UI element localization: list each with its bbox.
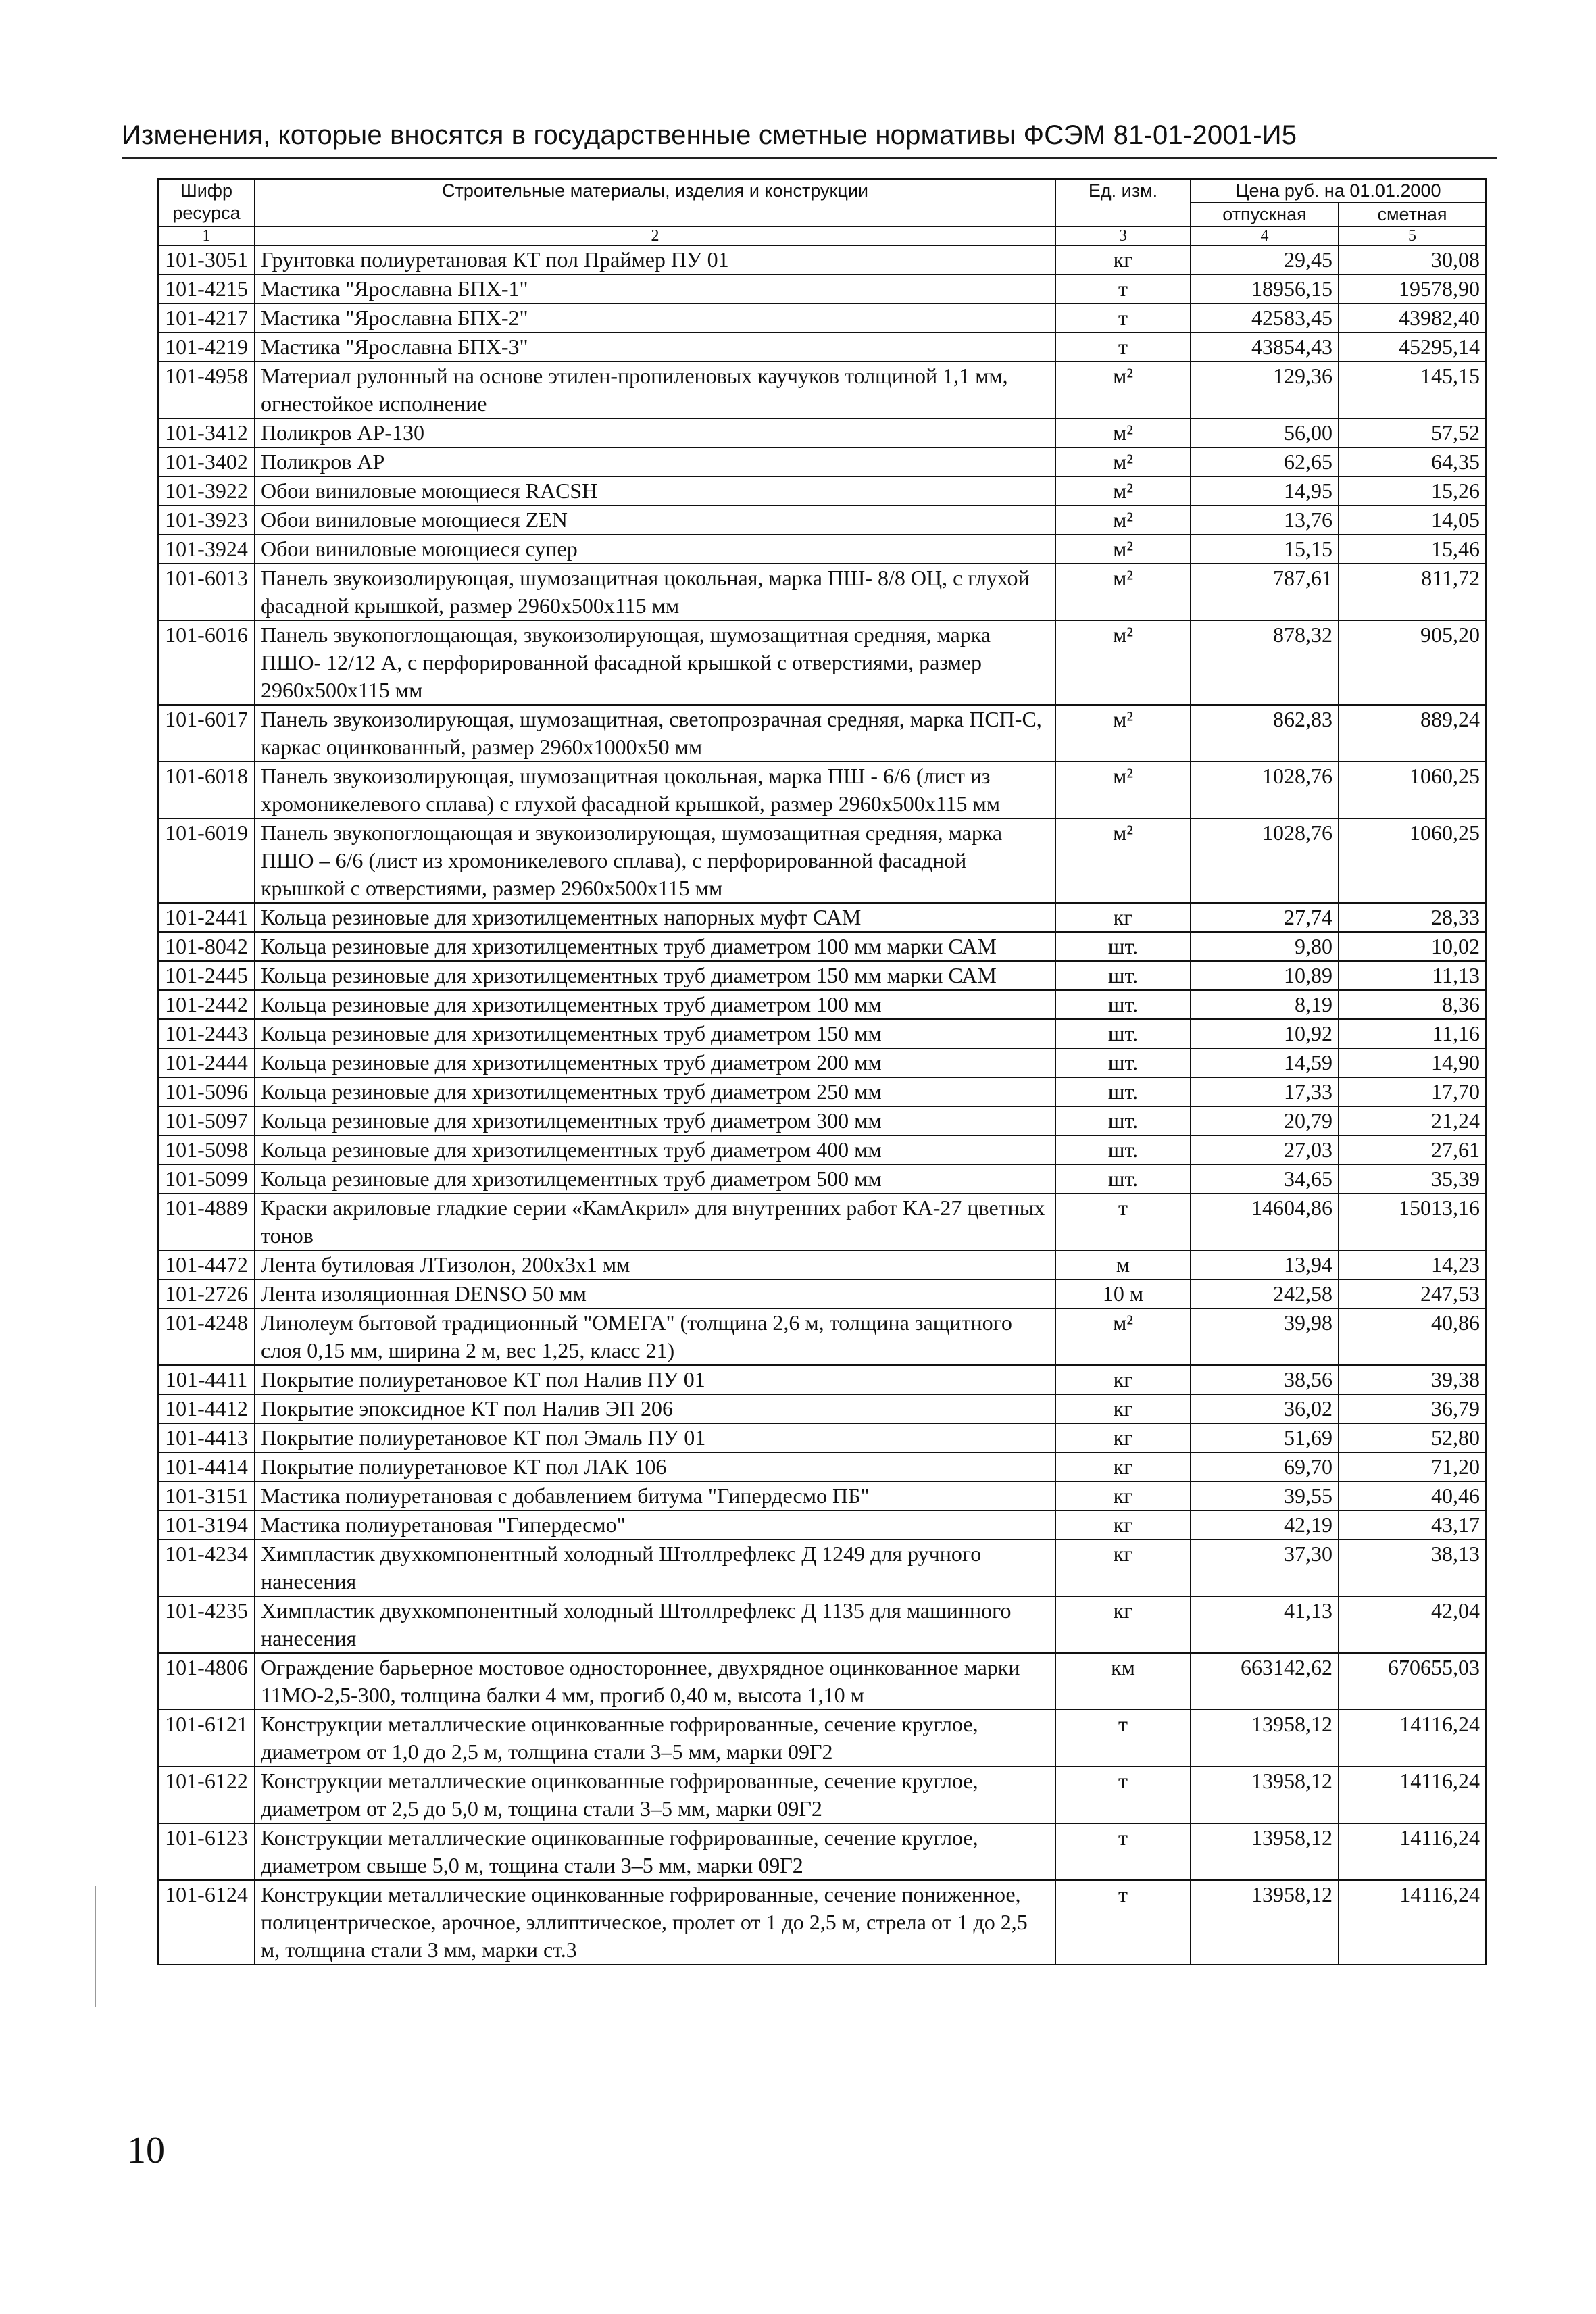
- unit-of-measure: шт.: [1055, 1019, 1191, 1048]
- resource-code: 101-6019: [158, 818, 255, 903]
- release-price: 39,55: [1191, 1481, 1339, 1510]
- unit-of-measure: м²: [1055, 362, 1191, 418]
- estimate-price: 11,16: [1339, 1019, 1486, 1048]
- estimate-price: 36,79: [1339, 1394, 1486, 1423]
- estimate-price: 14,05: [1339, 506, 1486, 535]
- table-row: [158, 1019, 1486, 1048]
- release-price: 14604,86: [1191, 1193, 1339, 1250]
- column-number-row: [158, 226, 1486, 245]
- material-name: Обои виниловые моющиеся супер: [255, 535, 1055, 564]
- table-row: [158, 303, 1486, 333]
- release-price: 15,15: [1191, 535, 1339, 564]
- estimate-price: 17,70: [1339, 1077, 1486, 1106]
- table-row: [158, 1481, 1486, 1510]
- table-row: [158, 620, 1486, 705]
- table-row: [158, 564, 1486, 620]
- table-row: [158, 1423, 1486, 1452]
- unit-of-measure: кг: [1055, 1452, 1191, 1481]
- estimate-price: 889,24: [1339, 705, 1486, 762]
- unit-of-measure: м²: [1055, 564, 1191, 620]
- header-release-price: отпускная: [1191, 203, 1339, 226]
- material-name: Кольца резиновые для хризотилцементных труб диаметром 200 мм: [255, 1048, 1055, 1077]
- header-unit: Ед. изм.: [1055, 179, 1191, 226]
- release-price: 13958,12: [1191, 1767, 1339, 1823]
- estimate-price: 52,80: [1339, 1423, 1486, 1452]
- release-price: 8,19: [1191, 990, 1339, 1019]
- release-price: 862,83: [1191, 705, 1339, 762]
- estimate-price: 14116,24: [1339, 1767, 1486, 1823]
- header-divider: [122, 157, 1497, 159]
- estimate-price: 40,86: [1339, 1308, 1486, 1365]
- estimate-price: 43,17: [1339, 1510, 1486, 1540]
- table-row: [158, 961, 1486, 990]
- release-price: 20,79: [1191, 1106, 1339, 1135]
- table-row: [158, 1135, 1486, 1164]
- release-price: 9,80: [1191, 932, 1339, 961]
- material-name: Обои виниловые моющиеся RACSH: [255, 476, 1055, 506]
- release-price: 13,94: [1191, 1250, 1339, 1279]
- table-row: [158, 1308, 1486, 1365]
- table-row: [158, 447, 1486, 476]
- material-name: Химпластик двухкомпонентный холодный Штоллрефлекс Д 1249 для ручного нанесения: [255, 1540, 1055, 1596]
- material-name: Кольца резиновые для хризотилцементных труб диаметром 100 мм марки САМ: [255, 932, 1055, 961]
- unit-of-measure: кг: [1055, 1394, 1191, 1423]
- material-name: Поликров АР: [255, 447, 1055, 476]
- release-price: 14,95: [1191, 476, 1339, 506]
- page-header-title: Изменения, которые вносятся в государственные сметные нормативы ФСЭМ 81-01-2001-И5: [122, 120, 1297, 150]
- estimate-price: 27,61: [1339, 1135, 1486, 1164]
- release-price: 27,74: [1191, 903, 1339, 932]
- estimate-price: 64,35: [1339, 447, 1486, 476]
- estimate-price: 811,72: [1339, 564, 1486, 620]
- column-number: 3: [1055, 226, 1191, 245]
- unit-of-measure: кг: [1055, 1596, 1191, 1653]
- resource-code: 101-2441: [158, 903, 255, 932]
- estimate-price: 1060,25: [1339, 762, 1486, 818]
- estimate-price: 670655,03: [1339, 1653, 1486, 1710]
- unit-of-measure: шт.: [1055, 961, 1191, 990]
- table-row: [158, 1365, 1486, 1394]
- table-row: [158, 903, 1486, 932]
- unit-of-measure: м²: [1055, 762, 1191, 818]
- material-name: Мастика "Ярославна БПХ-3": [255, 333, 1055, 362]
- resource-code: 101-4472: [158, 1250, 255, 1279]
- material-name: Кольца резиновые для хризотилцементных труб диаметром 400 мм: [255, 1135, 1055, 1164]
- material-name: Грунтовка полиуретановая КТ пол Праймер ПУ 01: [255, 245, 1055, 274]
- release-price: 17,33: [1191, 1077, 1339, 1106]
- unit-of-measure: м²: [1055, 535, 1191, 564]
- resource-code: 101-4234: [158, 1540, 255, 1596]
- resource-code: 101-6013: [158, 564, 255, 620]
- table-row: [158, 1653, 1486, 1710]
- material-name: Кольца резиновые для хризотилцементных труб диаметром 250 мм: [255, 1077, 1055, 1106]
- release-price: 18956,15: [1191, 274, 1339, 303]
- unit-of-measure: кг: [1055, 1481, 1191, 1510]
- material-name: Мастика "Ярославна БПХ-1": [255, 274, 1055, 303]
- unit-of-measure: шт.: [1055, 1135, 1191, 1164]
- resource-code: 101-6016: [158, 620, 255, 705]
- release-price: 787,61: [1191, 564, 1339, 620]
- header-price-group: Цена руб. на 01.01.2000: [1191, 179, 1486, 203]
- unit-of-measure: м²: [1055, 705, 1191, 762]
- material-name: Кольца резиновые для хризотилцементных напорных муфт САМ: [255, 903, 1055, 932]
- material-name: Мастика "Ярославна БПХ-2": [255, 303, 1055, 333]
- table-row: [158, 1510, 1486, 1540]
- resource-code: 101-2726: [158, 1279, 255, 1308]
- unit-of-measure: т: [1055, 1767, 1191, 1823]
- table-row: [158, 818, 1486, 903]
- resource-code: 101-4412: [158, 1394, 255, 1423]
- estimate-price: 38,13: [1339, 1540, 1486, 1596]
- estimate-price: 14116,24: [1339, 1880, 1486, 1965]
- resource-code: 101-5097: [158, 1106, 255, 1135]
- unit-of-measure: м²: [1055, 506, 1191, 535]
- resource-code: 101-3051: [158, 245, 255, 274]
- resource-code: 101-3924: [158, 535, 255, 564]
- release-price: 129,36: [1191, 362, 1339, 418]
- material-name: Кольца резиновые для хризотилцементных труб диаметром 150 мм марки САМ: [255, 961, 1055, 990]
- table-row: [158, 705, 1486, 762]
- unit-of-measure: т: [1055, 1193, 1191, 1250]
- estimate-price: 71,20: [1339, 1452, 1486, 1481]
- table-row: [158, 535, 1486, 564]
- table-row: [158, 1048, 1486, 1077]
- estimate-price: 15013,16: [1339, 1193, 1486, 1250]
- estimate-price: 15,46: [1339, 535, 1486, 564]
- resource-code: 101-4413: [158, 1423, 255, 1452]
- release-price: 27,03: [1191, 1135, 1339, 1164]
- material-name: Панель звукопоглощающая и звукоизолирующая, шумозащитная средняя, марка ПШО – 6/6 (лист из хромоникелевого сплава), с перфорированной фасадной крышкой с отверстиями, размер 2960х500х115 мм: [255, 818, 1055, 903]
- material-name: Обои виниловые моющиеся ZEN: [255, 506, 1055, 535]
- materials-price-table: [157, 178, 1487, 1965]
- material-name: Кольца резиновые для хризотилцементных труб диаметром 100 мм: [255, 990, 1055, 1019]
- page-number: 10: [127, 2130, 165, 2171]
- unit-of-measure: шт.: [1055, 932, 1191, 961]
- unit-of-measure: 10 м: [1055, 1279, 1191, 1308]
- material-name: Мастика полиуретановая "Гипердесмо": [255, 1510, 1055, 1540]
- estimate-price: 8,36: [1339, 990, 1486, 1019]
- resource-code: 101-6017: [158, 705, 255, 762]
- table-row: [158, 506, 1486, 535]
- release-price: 1028,76: [1191, 818, 1339, 903]
- unit-of-measure: кг: [1055, 245, 1191, 274]
- material-name: Конструкции металлические оцинкованные гофрированные, сечение круглое, диаметром от 1,0 до 2,5 м, толщина стали 3–5 мм, марки 09Г2: [255, 1710, 1055, 1767]
- table-row: [158, 1279, 1486, 1308]
- material-name: Кольца резиновые для хризотилцементных труб диаметром 150 мм: [255, 1019, 1055, 1048]
- table-row: [158, 762, 1486, 818]
- table-row: [158, 362, 1486, 418]
- scan-margin-mark: [95, 1886, 96, 2007]
- table-row: [158, 274, 1486, 303]
- table-row: [158, 1823, 1486, 1880]
- estimate-price: 40,46: [1339, 1481, 1486, 1510]
- release-price: 41,13: [1191, 1596, 1339, 1653]
- unit-of-measure: м²: [1055, 818, 1191, 903]
- material-name: Покрытие полиуретановое КТ пол Эмаль ПУ 01: [255, 1423, 1055, 1452]
- release-price: 13958,12: [1191, 1823, 1339, 1880]
- estimate-price: 45295,14: [1339, 333, 1486, 362]
- header-estimate-price: сметная: [1339, 203, 1486, 226]
- table-body: [158, 245, 1486, 1965]
- release-price: 43854,43: [1191, 333, 1339, 362]
- release-price: 51,69: [1191, 1423, 1339, 1452]
- release-price: 14,59: [1191, 1048, 1339, 1077]
- resource-code: 101-4219: [158, 333, 255, 362]
- material-name: Ограждение барьерное мостовое одностороннее, двухрядное оцинкованное марки 11МО-2,5-300, толщина балки 4 мм, прогиб 0,40 м, высота 1,10 м: [255, 1653, 1055, 1710]
- resource-code: 101-4414: [158, 1452, 255, 1481]
- release-price: 29,45: [1191, 245, 1339, 274]
- release-price: 42583,45: [1191, 303, 1339, 333]
- material-name: Покрытие полиуретановое КТ пол ЛАК 106: [255, 1452, 1055, 1481]
- release-price: 1028,76: [1191, 762, 1339, 818]
- material-name: Конструкции металлические оцинкованные гофрированные, сечение круглое, диаметром свыше 5,0 м, тощина стали 3–5 мм, марки 09Г2: [255, 1823, 1055, 1880]
- release-price: 39,98: [1191, 1308, 1339, 1365]
- resource-code: 101-4806: [158, 1653, 255, 1710]
- unit-of-measure: кг: [1055, 1540, 1191, 1596]
- header-code: Шифр ресурса: [158, 179, 255, 226]
- material-name: Химпластик двухкомпонентный холодный Штоллрефлекс Д 1135 для машинного нанесения: [255, 1596, 1055, 1653]
- column-number: 4: [1191, 226, 1339, 245]
- resource-code: 101-2442: [158, 990, 255, 1019]
- table-row: [158, 1106, 1486, 1135]
- estimate-price: 10,02: [1339, 932, 1486, 961]
- unit-of-measure: т: [1055, 274, 1191, 303]
- unit-of-measure: шт.: [1055, 990, 1191, 1019]
- material-name: Линолеум бытовой традиционный "ОМЕГА" (толщина 2,6 м, толщина защитного слоя 0,15 мм, ширина 2 м, вес 1,25, класс 21): [255, 1308, 1055, 1365]
- unit-of-measure: кг: [1055, 903, 1191, 932]
- resource-code: 101-3923: [158, 506, 255, 535]
- resource-code: 101-8042: [158, 932, 255, 961]
- table-row: [158, 990, 1486, 1019]
- table-row: [158, 1452, 1486, 1481]
- estimate-price: 11,13: [1339, 961, 1486, 990]
- resource-code: 101-4958: [158, 362, 255, 418]
- release-price: 37,30: [1191, 1540, 1339, 1596]
- release-price: 42,19: [1191, 1510, 1339, 1540]
- resource-code: 101-6121: [158, 1710, 255, 1767]
- table-header: [158, 179, 1486, 245]
- estimate-price: 35,39: [1339, 1164, 1486, 1193]
- table-row: [158, 333, 1486, 362]
- release-price: 663142,62: [1191, 1653, 1339, 1710]
- release-price: 242,58: [1191, 1279, 1339, 1308]
- material-name: Поликров АР-130: [255, 418, 1055, 447]
- unit-of-measure: кг: [1055, 1365, 1191, 1394]
- material-name: Покрытие эпоксидное КТ пол Налив ЭП 206: [255, 1394, 1055, 1423]
- unit-of-measure: кг: [1055, 1423, 1191, 1452]
- table-row: [158, 418, 1486, 447]
- release-price: 13958,12: [1191, 1880, 1339, 1965]
- release-price: 36,02: [1191, 1394, 1339, 1423]
- material-name: Мастика полиуретановая с добавлением битума "Гипердесмо ПБ": [255, 1481, 1055, 1510]
- column-number: 2: [255, 226, 1055, 245]
- resource-code: 101-3151: [158, 1481, 255, 1510]
- estimate-price: 42,04: [1339, 1596, 1486, 1653]
- estimate-price: 21,24: [1339, 1106, 1486, 1135]
- estimate-price: 14116,24: [1339, 1710, 1486, 1767]
- material-name: Панель звукоизолирующая, шумозащитная цокольная, марка ПШ- 8/8 ОЦ, с глухой фасадной крышкой, размер 2960х500х115 мм: [255, 564, 1055, 620]
- release-price: 10,89: [1191, 961, 1339, 990]
- material-name: Лента изоляционная DENSO 50 мм: [255, 1279, 1055, 1308]
- material-name: Материал рулонный на основе этилен-пропиленовых каучуков толщиной 1,1 мм, огнестойкое исполнение: [255, 362, 1055, 418]
- estimate-price: 15,26: [1339, 476, 1486, 506]
- resource-code: 101-3922: [158, 476, 255, 506]
- resource-code: 101-5098: [158, 1135, 255, 1164]
- unit-of-measure: т: [1055, 1710, 1191, 1767]
- resource-code: 101-6122: [158, 1767, 255, 1823]
- unit-of-measure: т: [1055, 303, 1191, 333]
- release-price: 69,70: [1191, 1452, 1339, 1481]
- resource-code: 101-2444: [158, 1048, 255, 1077]
- material-name: Краски акриловые гладкие серии «КамАкрил» для внутренних работ КА-27 цветных тонов: [255, 1193, 1055, 1250]
- estimate-price: 30,08: [1339, 245, 1486, 274]
- resource-code: 101-6123: [158, 1823, 255, 1880]
- unit-of-measure: м²: [1055, 476, 1191, 506]
- estimate-price: 39,38: [1339, 1365, 1486, 1394]
- unit-of-measure: шт.: [1055, 1077, 1191, 1106]
- table-row: [158, 1767, 1486, 1823]
- estimate-price: 57,52: [1339, 418, 1486, 447]
- estimate-price: 14,90: [1339, 1048, 1486, 1077]
- material-name: Лента бутиловая ЛТизолон, 200х3х1 мм: [255, 1250, 1055, 1279]
- unit-of-measure: м²: [1055, 418, 1191, 447]
- table-row: [158, 1710, 1486, 1767]
- material-name: Панель звукоизолирующая, шумозащитная цокольная, марка ПШ - 6/6 (лист из хромоникелевого сплава) с глухой фасадной крышкой, размер 2960х500х115 мм: [255, 762, 1055, 818]
- unit-of-measure: м²: [1055, 1308, 1191, 1365]
- estimate-price: 14116,24: [1339, 1823, 1486, 1880]
- material-name: Панель звукоизолирующая, шумозащитная, светопрозрачная средняя, марка ПСП-С, каркас оцинкованный, размер 2960х1000х50 мм: [255, 705, 1055, 762]
- resource-code: 101-2445: [158, 961, 255, 990]
- unit-of-measure: т: [1055, 1880, 1191, 1965]
- resource-code: 101-4248: [158, 1308, 255, 1365]
- material-name: Покрытие полиуретановое КТ пол Налив ПУ 01: [255, 1365, 1055, 1394]
- release-price: 10,92: [1191, 1019, 1339, 1048]
- estimate-price: 145,15: [1339, 362, 1486, 418]
- resource-code: 101-3402: [158, 447, 255, 476]
- estimate-price: 247,53: [1339, 1279, 1486, 1308]
- release-price: 13,76: [1191, 506, 1339, 535]
- material-name: Панель звукопоглощающая, звукоизолирующая, шумозащитная средняя, марка ПШО- 12/12 А, с перфорированной фасадной крышкой с отверстиями, размер 2960х500х115 мм: [255, 620, 1055, 705]
- unit-of-measure: шт.: [1055, 1106, 1191, 1135]
- release-price: 13958,12: [1191, 1710, 1339, 1767]
- estimate-price: 43982,40: [1339, 303, 1486, 333]
- resource-code: 101-6124: [158, 1880, 255, 1965]
- header-name: Строительные материалы, изделия и конструкции: [255, 179, 1055, 226]
- resource-code: 101-4215: [158, 274, 255, 303]
- estimate-price: 28,33: [1339, 903, 1486, 932]
- resource-code: 101-4889: [158, 1193, 255, 1250]
- release-price: 56,00: [1191, 418, 1339, 447]
- unit-of-measure: м: [1055, 1250, 1191, 1279]
- column-number: 5: [1339, 226, 1486, 245]
- unit-of-measure: км: [1055, 1653, 1191, 1710]
- release-price: 878,32: [1191, 620, 1339, 705]
- table-row: [158, 1880, 1486, 1965]
- release-price: 62,65: [1191, 447, 1339, 476]
- unit-of-measure: шт.: [1055, 1164, 1191, 1193]
- estimate-price: 1060,25: [1339, 818, 1486, 903]
- unit-of-measure: шт.: [1055, 1048, 1191, 1077]
- table-row: [158, 1596, 1486, 1653]
- resource-code: 101-6018: [158, 762, 255, 818]
- estimate-price: 14,23: [1339, 1250, 1486, 1279]
- unit-of-measure: т: [1055, 1823, 1191, 1880]
- table-row: [158, 1193, 1486, 1250]
- estimate-price: 19578,90: [1339, 274, 1486, 303]
- resource-code: 101-3412: [158, 418, 255, 447]
- unit-of-measure: т: [1055, 333, 1191, 362]
- material-name: Конструкции металлические оцинкованные гофрированные, сечение пониженное, полицентрическое, арочное, эллиптическое, пролет от 1 до 2,5 м, стрела от 1 до 2,5 м, толщина стали 3 мм, марки ст.3: [255, 1880, 1055, 1965]
- column-number: 1: [158, 226, 255, 245]
- table-row: [158, 932, 1486, 961]
- resource-code: 101-2443: [158, 1019, 255, 1048]
- table-row: [158, 1077, 1486, 1106]
- resource-code: 101-4235: [158, 1596, 255, 1653]
- estimate-price: 905,20: [1339, 620, 1486, 705]
- resource-code: 101-4411: [158, 1365, 255, 1394]
- release-price: 34,65: [1191, 1164, 1339, 1193]
- resource-code: 101-4217: [158, 303, 255, 333]
- unit-of-measure: м²: [1055, 620, 1191, 705]
- material-name: Кольца резиновые для хризотилцементных труб диаметром 500 мм: [255, 1164, 1055, 1193]
- material-name: Конструкции металлические оцинкованные гофрированные, сечение круглое, диаметром от 2,5 до 5,0 м, тощина стали 3–5 мм, марки 09Г2: [255, 1767, 1055, 1823]
- unit-of-measure: кг: [1055, 1510, 1191, 1540]
- resource-code: 101-5096: [158, 1077, 255, 1106]
- resource-code: 101-3194: [158, 1510, 255, 1540]
- unit-of-measure: м²: [1055, 447, 1191, 476]
- release-price: 38,56: [1191, 1365, 1339, 1394]
- table-row: [158, 245, 1486, 274]
- table-row: [158, 476, 1486, 506]
- material-name: Кольца резиновые для хризотилцементных труб диаметром 300 мм: [255, 1106, 1055, 1135]
- table-row: [158, 1250, 1486, 1279]
- resource-code: 101-5099: [158, 1164, 255, 1193]
- table-row: [158, 1164, 1486, 1193]
- table-row: [158, 1540, 1486, 1596]
- table-row: [158, 1394, 1486, 1423]
